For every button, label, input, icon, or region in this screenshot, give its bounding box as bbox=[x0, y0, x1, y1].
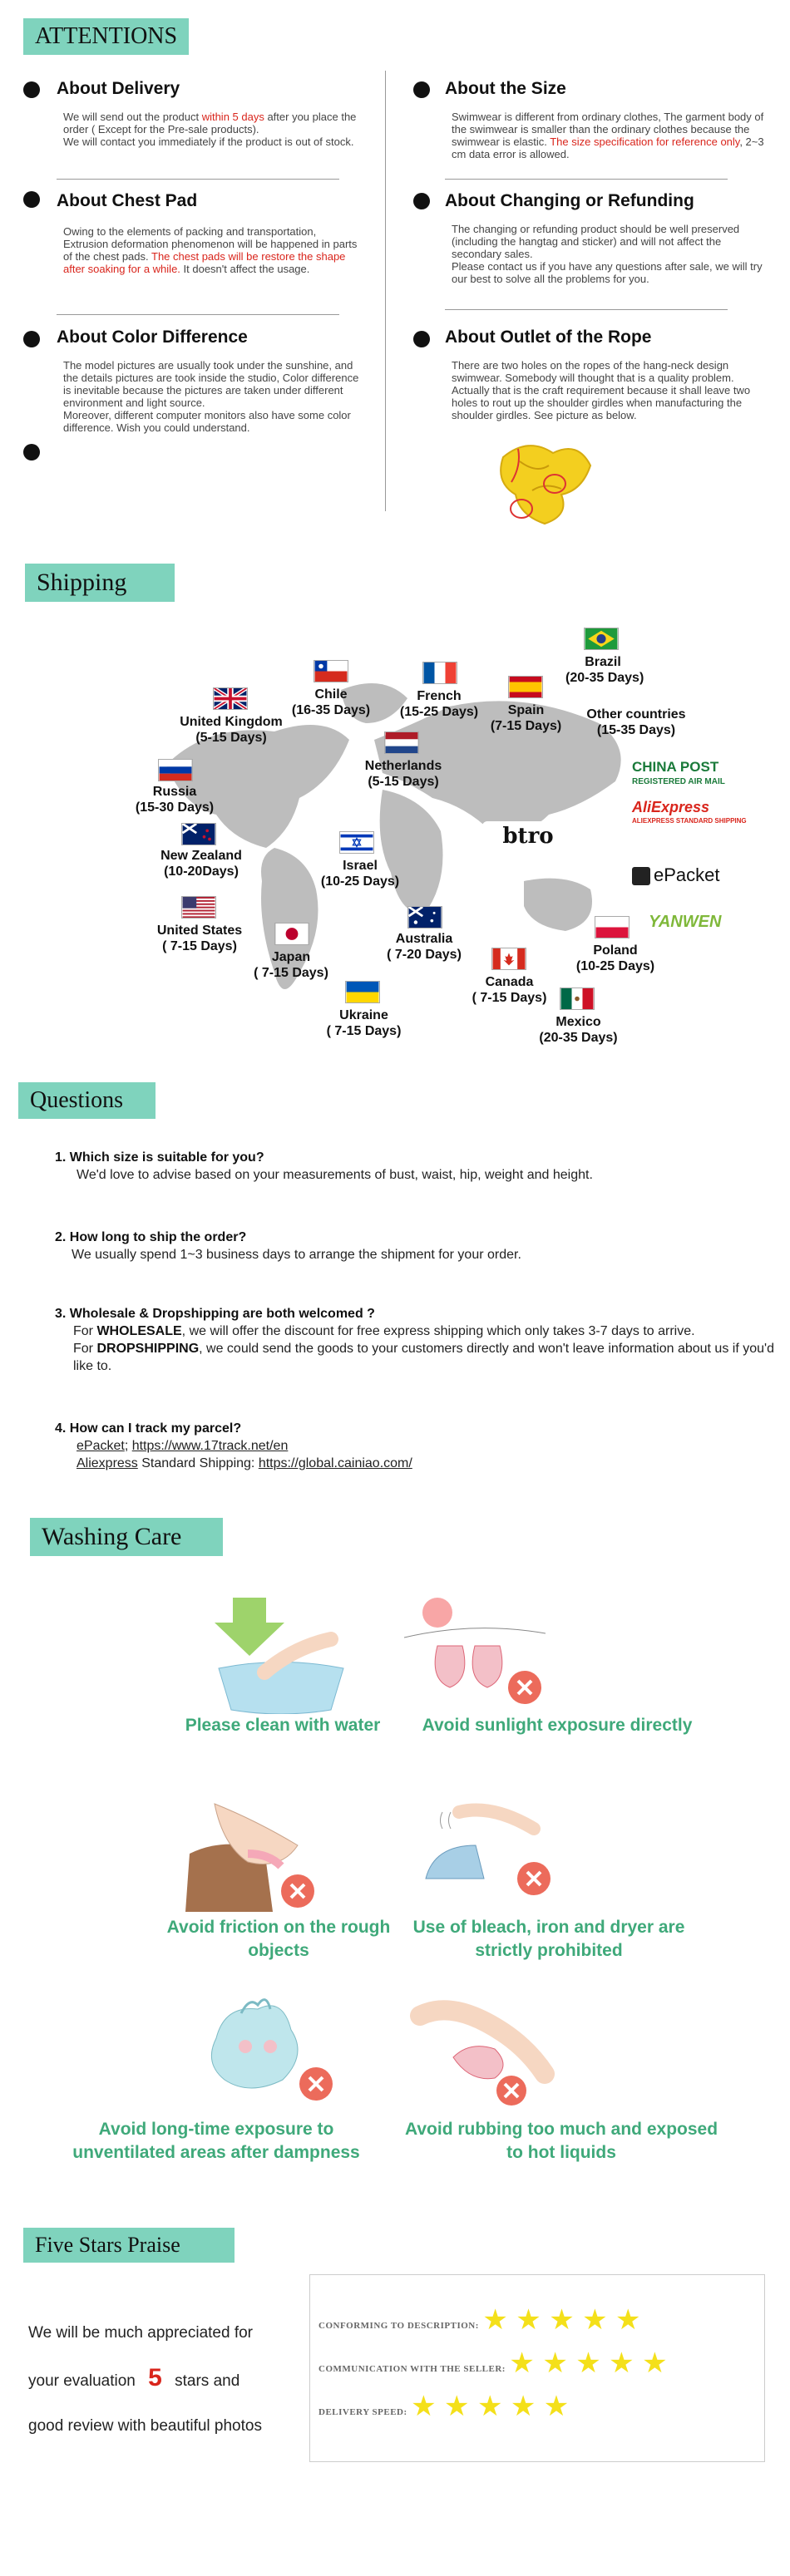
epacket-icon bbox=[632, 867, 650, 885]
carrier-aliexpress: AliExpress ALIEXPRESS STANDARD SHIPPING bbox=[632, 799, 747, 825]
questions-title: Questions bbox=[18, 1082, 156, 1119]
iron-cross-icon bbox=[409, 1787, 559, 1912]
rating-row-communication: COMMUNICATION WITH THE SELLER: ★ ★ ★ ★ ★ bbox=[318, 2347, 668, 2379]
changing-text: The changing or refunding product should be well preserved (including the hangtag and sticker) and will not affect the secondary sales. Please contact us if you have any questions after sale, we will try our best to solve all the problems for you. bbox=[452, 223, 763, 285]
size-text: Swimwear is different from ordinary clothes, The garment body of the swimwear is smaller than the ordinary clothes because the swimwear is elastic. The size specification for reference only, 2~3 cm data error is allowed. bbox=[452, 111, 764, 160]
flag-nz-icon bbox=[181, 823, 216, 845]
country-canada: Canada ( 7-15 Days) bbox=[472, 975, 547, 1005]
country-other: Other countries (15-35 Days) bbox=[586, 707, 686, 737]
flag-netherlands-icon bbox=[384, 731, 419, 754]
question-2: 2. How long to ship the order? We usually spend 1~3 business days to arrange the shipment for your order. bbox=[55, 1230, 521, 1262]
praise-title: Five Stars Praise bbox=[23, 2228, 235, 2263]
bullet-icon bbox=[413, 193, 430, 209]
question-4: 4. How can I track my parcel? ePacket; https://www.17track.net/en Aliexpress Standard Shipping: https://global.cainiao.com/ bbox=[55, 1421, 412, 1470]
divider bbox=[385, 71, 386, 511]
ratings-box bbox=[309, 2274, 765, 2462]
country-spain: Spain (7-15 Days) bbox=[490, 703, 562, 733]
swimwear-rope-image bbox=[486, 432, 603, 532]
country-chile: Chile (16-35 Days) bbox=[291, 687, 371, 717]
question-3: 3. Wholesale & Dropshipping are both welcomed ? For WHOLESALE, we will offer the discount for free express shipping which only takes 3-7 days to arrive. For DROPSHIPPING, we could send the goods to your customers directly and won't leave information about us if you'd like to. bbox=[55, 1307, 774, 1373]
sunlight-cross-icon bbox=[404, 1588, 546, 1712]
attentions-title: ATTENTIONS bbox=[23, 18, 189, 55]
star-icon: ★ ★ ★ ★ ★ bbox=[509, 2347, 668, 2379]
country-russia: Russia (15-30 Days) bbox=[135, 785, 215, 815]
care-caption-3: Avoid friction on the rough objects bbox=[166, 1918, 391, 1960]
bullet-icon bbox=[23, 331, 40, 347]
country-mexico: Mexico (20-35 Days) bbox=[539, 1015, 618, 1045]
flag-chile-icon bbox=[314, 660, 348, 682]
bullet-icon bbox=[413, 81, 430, 98]
size-title: About the Size bbox=[445, 79, 566, 98]
praise-text: We will be much appreciated for your evaluation 5 stars and good review with beautiful photos bbox=[28, 2324, 262, 2435]
hotliquid-cross-icon bbox=[403, 1982, 561, 2107]
brand-logo: btro bbox=[482, 821, 574, 851]
flag-australia-icon bbox=[407, 906, 442, 928]
shipping-title: Shipping bbox=[25, 564, 175, 602]
country-uk: United Kingdom (5-15 Days) bbox=[180, 715, 283, 745]
country-australia: Australia ( 7-20 Days) bbox=[387, 932, 462, 962]
changing-title: About Changing or Refunding bbox=[445, 191, 694, 210]
dampness-cross-icon bbox=[191, 1988, 341, 2113]
flag-ukraine-icon bbox=[345, 981, 380, 1003]
rating-row-description: CONFORMING TO DESCRIPTION: ★ ★ ★ ★ ★ bbox=[318, 2304, 641, 2336]
bullet-icon bbox=[23, 81, 40, 98]
carrier-chinapost: CHINA POST REGISTERED AIR MAIL bbox=[632, 759, 725, 786]
rating-row-delivery: DELIVERY SPEED: ★ ★ ★ ★ ★ bbox=[318, 2391, 570, 2422]
care-caption-1: Please clean with water bbox=[185, 1716, 381, 1735]
country-france: French (15-25 Days) bbox=[399, 689, 479, 719]
bullet-icon bbox=[413, 331, 430, 347]
color-title: About Color Difference bbox=[57, 328, 248, 347]
carrier-yanwen: YANWEN bbox=[649, 913, 722, 931]
country-israel: Israel (10-25 Days) bbox=[320, 859, 400, 889]
tracking-link-17track[interactable]: https://www.17track.net/en bbox=[131, 1439, 289, 1453]
outlet-text: There are two holes on the ropes of the hang-neck design swimwear. Somebody will thought that is a quality problem. Actually that is the craft requirement because it shall leave two holes to rout up the shoulder girdles when manufacturing the shoulder girdles. See picture as below. bbox=[452, 359, 751, 421]
country-ukraine: Ukraine ( 7-15 Days) bbox=[326, 1008, 402, 1038]
washing-title: Washing Care bbox=[30, 1518, 223, 1556]
flag-poland-icon bbox=[595, 916, 630, 938]
country-newzealand: New Zealand (10-20Days) bbox=[160, 849, 242, 879]
star-icon: ★ ★ ★ ★ ★ bbox=[411, 2391, 570, 2422]
friction-cross-icon bbox=[181, 1787, 331, 1912]
flag-israel-icon bbox=[339, 831, 374, 854]
flag-brazil-icon bbox=[584, 628, 619, 650]
outlet-title: About Outlet of the Rope bbox=[445, 328, 652, 347]
country-us: United States ( 7-15 Days) bbox=[156, 924, 243, 953]
bullet-icon bbox=[23, 191, 40, 208]
color-text: The model pictures are usually took under the sunshine, and the details pictures are took inside the studio, Color difference is inevitable because the pictures are taken under different environment and light source. Moreover, different computer monitors also have some color difference. Wish you could understand. bbox=[63, 359, 359, 434]
bullet-icon bbox=[23, 444, 40, 461]
flag-russia-icon bbox=[158, 759, 193, 781]
star-count: 5 bbox=[148, 2364, 162, 2391]
flag-us-icon bbox=[181, 896, 216, 919]
flag-japan-icon bbox=[274, 923, 309, 945]
flag-canada-icon bbox=[491, 948, 526, 970]
care-caption-2: Avoid sunlight exposure directly bbox=[422, 1716, 693, 1735]
hand-water-icon bbox=[215, 1589, 348, 1714]
tracking-link-cainiao[interactable]: https://global.cainiao.com/ bbox=[258, 1456, 412, 1470]
country-brazil: Brazil (20-35 Days) bbox=[565, 655, 644, 685]
flag-mexico-icon bbox=[560, 988, 595, 1010]
flag-uk-icon bbox=[213, 687, 248, 710]
chest-title: About Chest Pad bbox=[57, 191, 198, 210]
carrier-epacket: ePacket bbox=[632, 864, 720, 886]
chest-text: Owing to the elements of packing and transportation, Extrusion deformation phenomenon will be happened in parts of the chest pads. The chest pads will be restore the shape after soaking for a while. It doesn't affect the usage. bbox=[63, 225, 358, 275]
delivery-title: About Delivery bbox=[57, 79, 180, 98]
care-caption-5: Avoid long-time exposure to unventilated areas after dampness bbox=[72, 2120, 360, 2162]
care-caption-4: Use of bleach, iron and dryer are strictly prohibited bbox=[412, 1918, 685, 1960]
flag-spain-icon bbox=[508, 676, 543, 698]
delivery-text: We will send out the product within 5 days after you place the order ( Except for the Pre-sale products). We will contact you immediately if the product is out of stock. bbox=[63, 111, 357, 148]
question-1: 1. Which size is suitable for you? We'd love to advise based on your measurements of bust, waist, hip, weight and height. bbox=[55, 1150, 593, 1182]
flag-france-icon bbox=[422, 662, 457, 684]
country-japan: Japan ( 7-15 Days) bbox=[254, 950, 328, 980]
care-caption-6: Avoid rubbing too much and exposed to hot liquids bbox=[404, 2120, 718, 2162]
country-netherlands: Netherlands (5-15 Days) bbox=[364, 759, 442, 789]
star-icon: ★ ★ ★ ★ ★ bbox=[482, 2304, 641, 2336]
country-poland: Poland (10-25 Days) bbox=[575, 943, 655, 973]
